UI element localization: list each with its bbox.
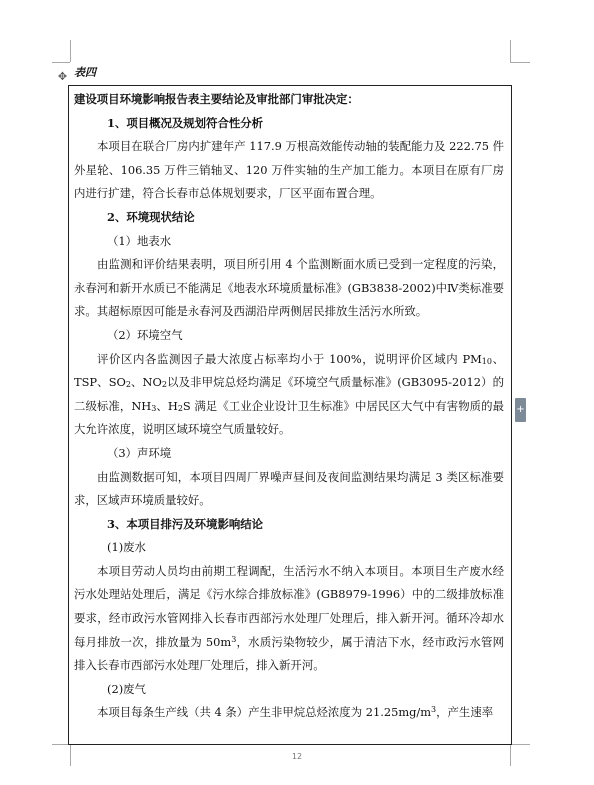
paragraph-ambient-air: 评价区内各监测因子最大浓度占标率均小于 100%，说明评价区域内 $PM_{10}$、TSP、$SO_2$、$NO_2$以及非甲烷总烃均满足《环境空气质量标准》(GB3095-2012）的二级标准，$NH_3$、$H_2S$ 满足《工业企业设计卫生标准》中居民区大气中有害物质的最大允许浓度，说明区域环境空气质量较好。 <box>74 351 504 437</box>
table-label: 表四 <box>74 66 96 79</box>
conclusion-table[interactable] <box>68 85 512 745</box>
table-cell-content[interactable] <box>69 86 511 725</box>
subsection-surface-water: （1）地表水 <box>107 233 172 248</box>
section-title-3: 3、本项目排污及环境影响结论 <box>107 516 264 531</box>
subsection-ambient-air: （2）环境空气 <box>107 327 183 342</box>
crop-mark-top-left <box>70 40 71 62</box>
paragraph-wastewater: 本项目劳动人员均由前期工程调配，生活污水不纳入本项目。本项目生产废水经污水处理站处理后，满足《污水综合排放标准》(GB8979-1996）中的二级排放标准要求，经市政污水管网排入长春市西部污水处理厂处理后，排入新开河。循环冷却水每月排放一次，排放量为 $50m^3$，水质污染物较少，属于清洁下水，经市政污水管网排入长春市西部污水处理厂处理后，排入新开河。 <box>74 563 504 673</box>
table-header-line: 建设项目环境影响报告表主要结论及审批部门审批决定： <box>74 92 359 106</box>
page-number: 12 <box>291 752 303 761</box>
section-title-2: 2、环境现状结论 <box>107 209 195 224</box>
paragraph-surface-water: 由监测和评价结果表明，项目所引用 4 个监测断面水质已受到一定程度的污染，永春河和新开水质已不能满足《地表水环境质量标准》(GB3838-2002)中Ⅳ类标准要求。其超标原因可能是永春河及西湖沿岸两侧居民排放生活污水所致。 <box>74 257 504 319</box>
crop-mark-top-right <box>510 62 530 63</box>
paragraph-acoustic: 由监测数据可知，本项目四周厂界噪声昼间及夜间监测结果均满足 3 类区标准要求，区域声环境质量较好。 <box>74 469 504 508</box>
table-move-handle-icon[interactable]: ✥ <box>57 70 68 83</box>
crop-mark-bottom-right <box>510 744 530 745</box>
paragraph-exhaust-gas: 本项目每条生产线（共 4 条）产生非甲烷总烃浓度为 $21.25mg/m^3$，产生速率 <box>97 705 494 720</box>
subsection-acoustic: （3）声环境 <box>107 445 172 460</box>
section-title-1: 1、项目概况及规划符合性分析 <box>107 115 264 130</box>
subsection-exhaust-gas: (2)废气 <box>107 681 146 696</box>
crop-mark-top-left <box>52 62 70 63</box>
side-expand-tab[interactable]: + <box>515 398 526 422</box>
subsection-wastewater: (1)废水 <box>107 540 146 555</box>
crop-mark-top-right <box>510 40 511 62</box>
paragraph-project-overview: 本项目在联合厂房内扩建年产 117.9 万根高效能传动轴的装配能力及 222.75 件外星轮、106.35 万件三销轴叉、120 万件实轴的生产加工能力。本项目在原有厂房内进行扩建，符合长春市总体规划要求，厂区平面布置合理。 <box>74 139 504 201</box>
